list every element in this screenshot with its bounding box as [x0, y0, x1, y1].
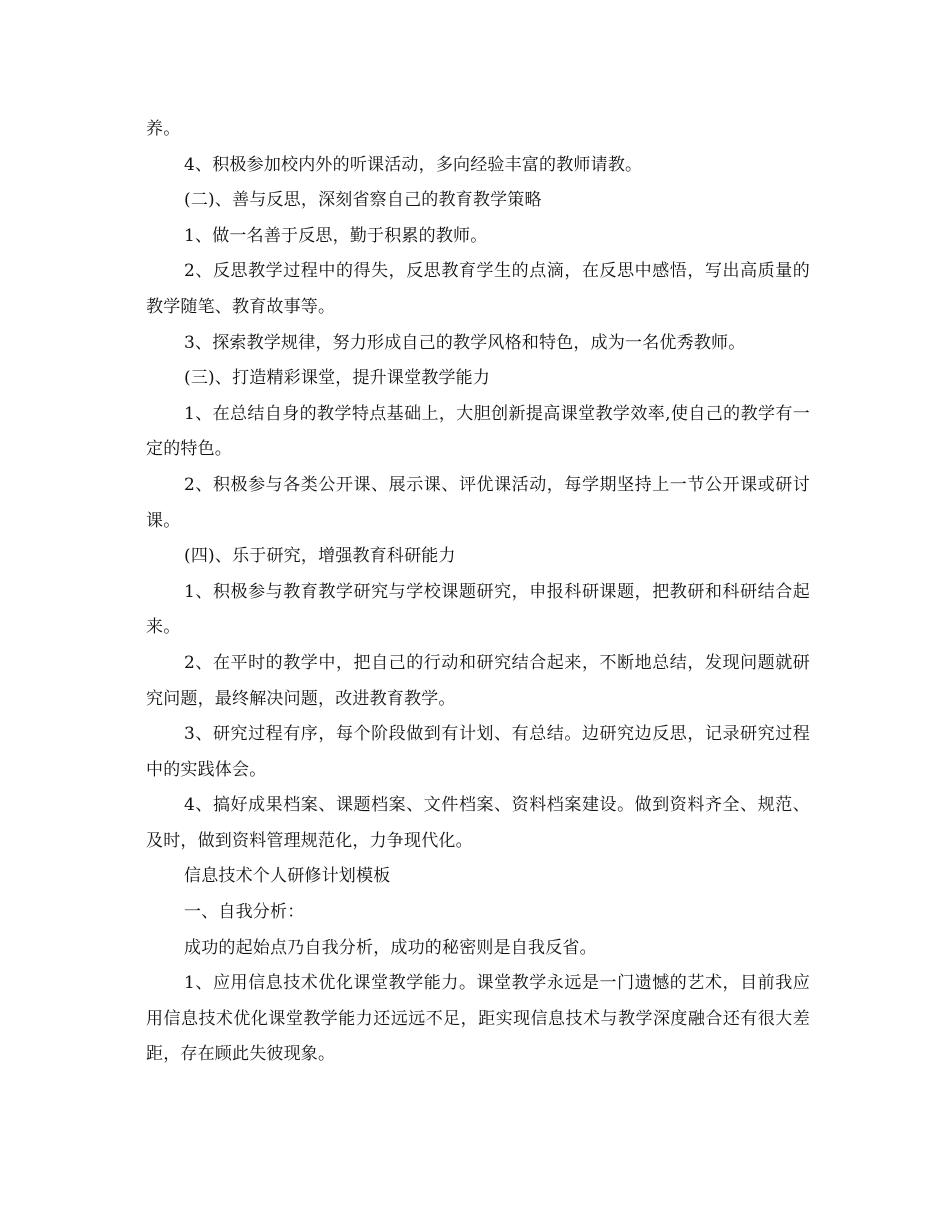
section-heading: 一、自我分析： — [184, 902, 305, 923]
paragraph: 2、积极参与各类公开课、展示课、评优课活动，每学期坚持上一节公开课或研讨课。 — [146, 474, 810, 531]
paragraph: 1、做一名善于反思，勤于积累的教师。 — [184, 225, 488, 246]
paragraph: 1、积极参与教育教学研究与学校课题研究，申报科研课题，把教研和科研结合起来。 — [146, 581, 810, 638]
paragraph: 4、搞好成果档案、课题档案、文件档案、资料档案建设。做到资料齐全、规范、及时，做到资料管理规范化，力争现代化。 — [146, 795, 810, 851]
section-heading: (四)、乐于研究，增强教育科研能力 — [184, 546, 456, 567]
document-title: 信息技术个人研修计划模板 — [184, 866, 391, 887]
paragraph: 成功的起始点乃自我分析，成功的秘密则是自我反省。 — [184, 937, 597, 958]
document-body — [146, 112, 810, 1073]
paragraph: 4、积极参加校内外的听课活动，多向经验丰富的教师请教。 — [184, 154, 643, 175]
paragraph: 1、在总结自身的教学特点基础上，大胆创新提高课堂教学效率,使自己的教学有一定的特色。 — [146, 403, 810, 460]
section-heading: (二)、善与反思，深刻省察自己的教育教学策略 — [184, 190, 542, 211]
section-heading: (三)、打造精彩课堂，提升课堂教学能力 — [184, 368, 491, 389]
paragraph: 1、应用信息技术优化课堂教学能力。课堂教学永远是一门遗憾的艺术，目前我应用信息技术优化课堂教学能力还远远不足，距实现信息技术与教学深度融合还有很大差距，存在顾此失彼现象。 — [146, 973, 810, 1065]
paragraph: 3、探索教学规律，努力形成自己的教学风格和特色，成为一名优秀教师。 — [184, 332, 746, 353]
paragraph: 2、反思教学过程中的得失，反思教育学生的点滴，在反思中感悟，写出高质量的教学随笔、教育故事等。 — [146, 261, 810, 317]
paragraph: 养。 — [146, 119, 181, 139]
paragraph: 3、研究过程有序，每个阶段做到有计划、有总结。边研究边反思，记录研究过程中的实践体会。 — [146, 724, 810, 780]
paragraph: 2、在平时的教学中，把自己的行动和研究结合起来，不断地总结，发现问题就研究问题，最终解决问题，改进教育教学。 — [146, 652, 810, 709]
